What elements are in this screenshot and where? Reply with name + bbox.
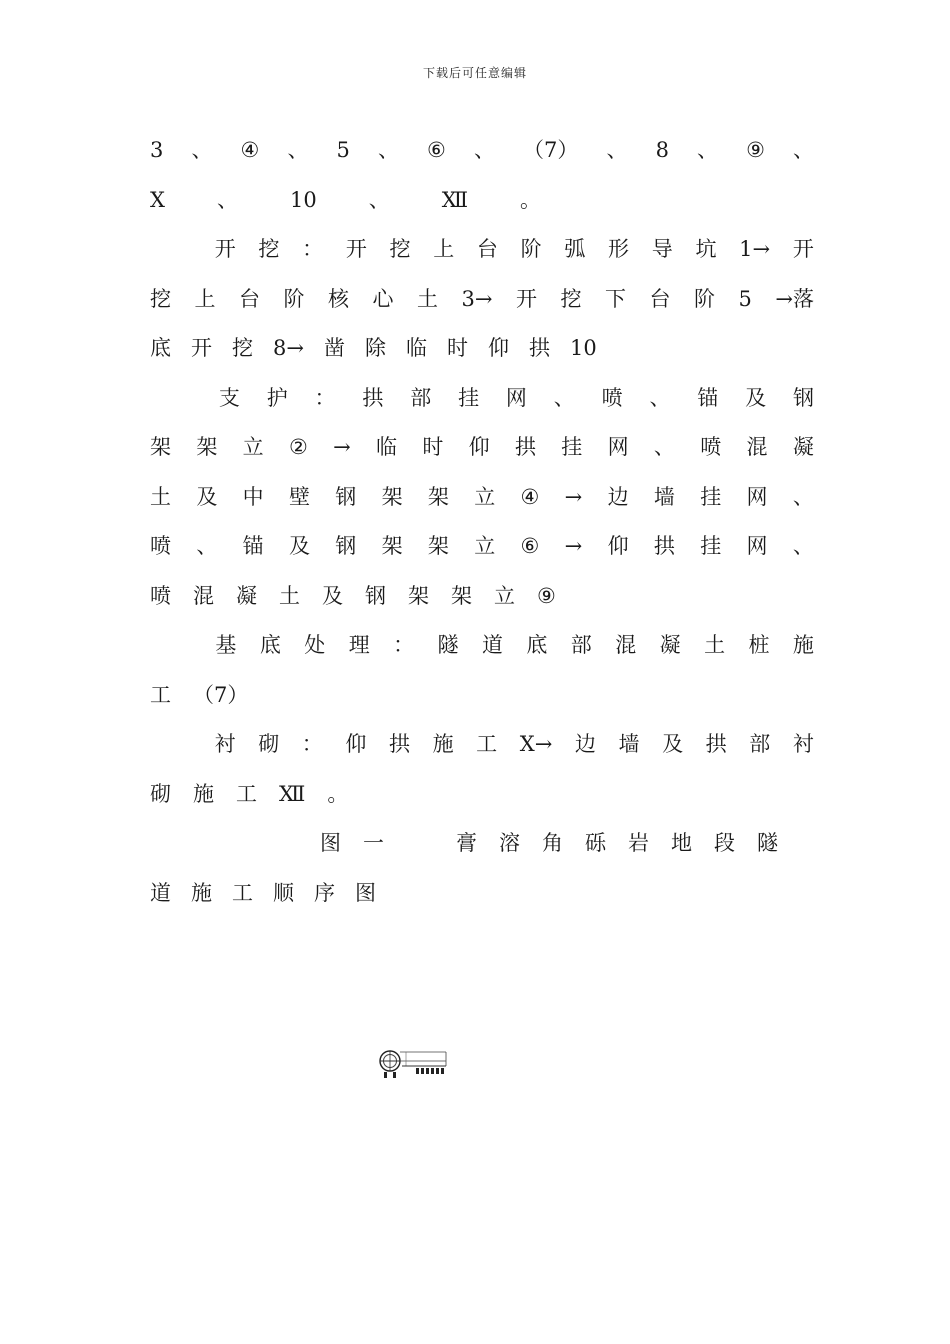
- text-char: 、: [792, 484, 814, 509]
- text-char: 部: [570, 633, 592, 657]
- text-char: 钢: [365, 583, 386, 608]
- text-char: 工: [232, 880, 253, 905]
- text-char: 、: [191, 138, 213, 162]
- text-char: 坑: [695, 237, 717, 261]
- text-char: 立: [242, 435, 264, 459]
- text-char: 序: [314, 880, 335, 905]
- text-char: 5: [336, 138, 350, 162]
- text-char: →: [564, 534, 583, 558]
- text-char: 支: [218, 385, 240, 410]
- text-char: 架: [196, 435, 218, 459]
- text-char: 。: [520, 187, 542, 212]
- excavation-line-3: [150, 324, 814, 374]
- text-char: 、: [653, 435, 675, 459]
- text-char: 拱: [705, 732, 727, 756]
- text-char: 隧: [437, 633, 459, 657]
- text-char: 岩: [628, 831, 649, 855]
- text-char: 施: [792, 633, 814, 657]
- text-char: ：: [301, 732, 323, 756]
- text-char: 顺: [273, 880, 294, 905]
- text-char: 及: [288, 534, 310, 558]
- text-char: 护: [266, 385, 288, 410]
- text-char: （7）: [523, 138, 579, 162]
- text-char: 台: [239, 286, 260, 311]
- text-char: 5: [738, 286, 752, 311]
- text-char: ：: [302, 237, 324, 261]
- text-char: 、: [473, 138, 495, 162]
- text-char: 8: [655, 138, 669, 162]
- text-char: 喷: [601, 385, 623, 410]
- text-char: 阶: [693, 286, 715, 311]
- text-char: 拱: [362, 385, 384, 410]
- text-char: 砌: [150, 781, 171, 806]
- text-char: 10: [289, 187, 317, 212]
- foundation-line-2: [150, 671, 814, 721]
- text-char: 拱: [388, 732, 410, 756]
- text-char: 、: [377, 138, 399, 162]
- text-char: 土: [417, 286, 438, 311]
- sequence-line-2: [150, 176, 814, 226]
- text-char: 开: [515, 286, 537, 311]
- text-char: 、: [697, 138, 719, 162]
- text-char: 、: [553, 385, 575, 410]
- text-char: 隧: [757, 831, 778, 855]
- text-char: 喷: [150, 583, 171, 608]
- text-char: 墙: [653, 484, 675, 509]
- text-char: 壁: [288, 484, 310, 509]
- text-char: 钢: [792, 385, 814, 410]
- text-char: 架: [150, 435, 171, 459]
- text-char: 立: [474, 484, 496, 509]
- text-char: 道: [481, 633, 503, 657]
- text-char: 3: [150, 138, 164, 162]
- figure-caption-line-1: [150, 819, 814, 869]
- text-char: 架: [381, 534, 403, 558]
- text-char: 临: [376, 435, 397, 459]
- text-char: 处: [304, 633, 326, 657]
- text-char: 土: [150, 484, 171, 509]
- text-char: 部: [749, 732, 771, 756]
- text-char: →: [564, 484, 583, 509]
- text-char: 钢: [335, 484, 357, 509]
- text-char: 施: [193, 781, 214, 806]
- text-char: 膏: [456, 831, 477, 855]
- text-char: 除: [364, 336, 386, 360]
- text-char: 中: [242, 484, 264, 509]
- figure-caption-line-2: [150, 869, 814, 919]
- text-char: 工: [476, 732, 498, 756]
- text-char: 土: [704, 633, 726, 657]
- text-char: 部: [410, 385, 432, 410]
- text-char: ⑨: [537, 583, 556, 608]
- text-char: 。: [327, 781, 349, 806]
- text-char: 及: [196, 484, 218, 509]
- text-char: 上: [433, 237, 455, 261]
- text-char: 挂: [561, 435, 583, 459]
- text-char: 下: [604, 286, 626, 311]
- text-char: Ⅻ: [441, 187, 469, 212]
- support-line-4: [150, 522, 814, 572]
- text-char: 时: [422, 435, 444, 459]
- text-char: 仰: [487, 336, 509, 360]
- page-header: 下载后可任意编辑: [422, 66, 527, 80]
- text-char: 时: [446, 336, 468, 360]
- text-char: 架: [427, 484, 449, 509]
- text-char: 凝: [659, 633, 681, 657]
- text-char: 3→: [461, 286, 493, 311]
- foundation-line-1: [150, 621, 814, 671]
- text-char: 角: [542, 831, 563, 855]
- text-char: 立: [494, 583, 515, 608]
- text-char: 挖: [389, 237, 411, 261]
- text-char: 挂: [458, 385, 480, 410]
- text-char: 喷: [700, 435, 722, 459]
- text-char: ⑥: [520, 534, 540, 558]
- text-char: 形: [608, 237, 630, 261]
- text-char: 架: [381, 484, 403, 509]
- text-char: 喷: [150, 534, 171, 558]
- excavation-line-2: [150, 275, 814, 325]
- text-char: →落: [775, 286, 814, 311]
- text-char: 土: [279, 583, 300, 608]
- text-char: 凿: [323, 336, 345, 360]
- text-char: 、: [216, 187, 238, 212]
- text-char: 图: [355, 880, 376, 905]
- sequence-line-1: [150, 126, 814, 176]
- text-char: 临: [405, 336, 427, 360]
- text-char: ：: [393, 633, 415, 657]
- text-char: 阶: [520, 237, 542, 261]
- text-char: 仰: [345, 732, 367, 756]
- text-char: （7）: [193, 682, 249, 707]
- text-char: 混: [193, 583, 214, 608]
- text-char: 、: [793, 138, 814, 162]
- text-char: 仰: [468, 435, 490, 459]
- text-char: 砌: [258, 732, 280, 756]
- text-char: 网: [746, 484, 768, 509]
- text-char: 锚: [697, 385, 719, 410]
- text-char: X: [150, 187, 165, 212]
- text-char: 核: [328, 286, 349, 311]
- text-char: 架: [427, 534, 449, 558]
- text-char: 混: [746, 435, 768, 459]
- text-char: 底: [259, 633, 281, 657]
- text-char: 道: [150, 880, 171, 905]
- support-line-2: [150, 423, 814, 473]
- text-char: 网: [607, 435, 629, 459]
- text-char: 台: [476, 237, 498, 261]
- text-char: 网: [746, 534, 768, 558]
- text-char: 施: [191, 880, 212, 905]
- tunnel-cross-section-icon: [378, 1046, 450, 1080]
- text-char: 挂: [700, 534, 722, 558]
- text-char: 溶: [499, 831, 520, 855]
- support-line-1: [150, 374, 814, 424]
- text-char: 上: [194, 286, 216, 311]
- text-char: 挖: [258, 237, 280, 261]
- text-char: 、: [649, 385, 671, 410]
- text-char: 衬: [792, 732, 814, 756]
- text-char: 阶: [283, 286, 305, 311]
- text-char: 开: [792, 237, 814, 261]
- text-char: 工: [150, 682, 171, 707]
- text-char: 地: [671, 831, 692, 855]
- text-char: ⑥: [427, 138, 446, 162]
- text-char: 挖: [150, 286, 171, 311]
- text-char: 导: [651, 237, 673, 261]
- support-line-5: [150, 572, 814, 622]
- text-char: 施: [432, 732, 454, 756]
- text-char: 10: [569, 336, 597, 360]
- text-char: 底: [150, 336, 171, 360]
- text-char: 及: [745, 385, 767, 410]
- document-body: [150, 126, 814, 918]
- text-char: ⑨: [746, 138, 765, 162]
- text-char: 网: [505, 385, 527, 410]
- text-char: 及: [322, 583, 343, 608]
- text-char: ②: [288, 435, 308, 459]
- text-char: 挖: [232, 336, 253, 360]
- text-char: 立: [474, 534, 496, 558]
- text-char: 砾: [585, 831, 606, 855]
- text-char: 、: [606, 138, 628, 162]
- text-char: Ⅻ: [279, 781, 306, 806]
- text-char: 锚: [242, 534, 264, 558]
- text-char: 理: [348, 633, 370, 657]
- text-char: 、: [368, 187, 390, 212]
- support-line-3: [150, 473, 814, 523]
- text-char: 、: [792, 534, 814, 558]
- text-char: 凝: [792, 435, 814, 459]
- text-char: 基: [215, 633, 237, 657]
- text-char: 拱: [528, 336, 550, 360]
- text-char: 一: [363, 831, 384, 855]
- text-char: 仰: [607, 534, 629, 558]
- text-char: ④: [240, 138, 260, 162]
- text-char: 、: [196, 534, 218, 558]
- text-char: ④: [520, 484, 540, 509]
- text-char: ：: [314, 385, 336, 410]
- text-char: 开: [191, 336, 212, 360]
- text-char: 拱: [653, 534, 675, 558]
- excavation-line-1: [150, 225, 814, 275]
- text-char: 钢: [335, 534, 357, 558]
- text-char: 图: [320, 831, 341, 855]
- text-char: 底: [526, 633, 548, 657]
- text-char: 段: [714, 831, 735, 855]
- text-char: 开: [214, 237, 236, 261]
- lining-line-2: [150, 770, 814, 820]
- text-char: 工: [236, 781, 257, 806]
- text-char: 桩: [748, 633, 770, 657]
- text-char: 台: [649, 286, 671, 311]
- text-char: X→: [519, 732, 553, 756]
- text-char: 边: [607, 484, 629, 509]
- text-char: 混: [615, 633, 637, 657]
- text-char: 衬: [214, 732, 236, 756]
- text-char: 心: [372, 286, 394, 311]
- text-char: 墙: [618, 732, 640, 756]
- text-char: 挖: [560, 286, 582, 311]
- text-char: 挂: [700, 484, 722, 509]
- text-char: 凝: [236, 583, 257, 608]
- text-char: 拱: [514, 435, 536, 459]
- lining-line-1: [150, 720, 814, 770]
- text-char: 架: [408, 583, 429, 608]
- text-char: 边: [574, 732, 596, 756]
- text-char: 1→: [739, 237, 771, 261]
- text-char: 8→: [273, 336, 304, 360]
- text-char: 弧: [564, 237, 586, 261]
- text-char: 及: [662, 732, 684, 756]
- text-char: 开: [345, 237, 367, 261]
- text-char: 、: [287, 138, 309, 162]
- tunnel-figure-icon: [378, 1046, 450, 1080]
- text-char: 架: [451, 583, 472, 608]
- text-char: →: [333, 435, 351, 459]
